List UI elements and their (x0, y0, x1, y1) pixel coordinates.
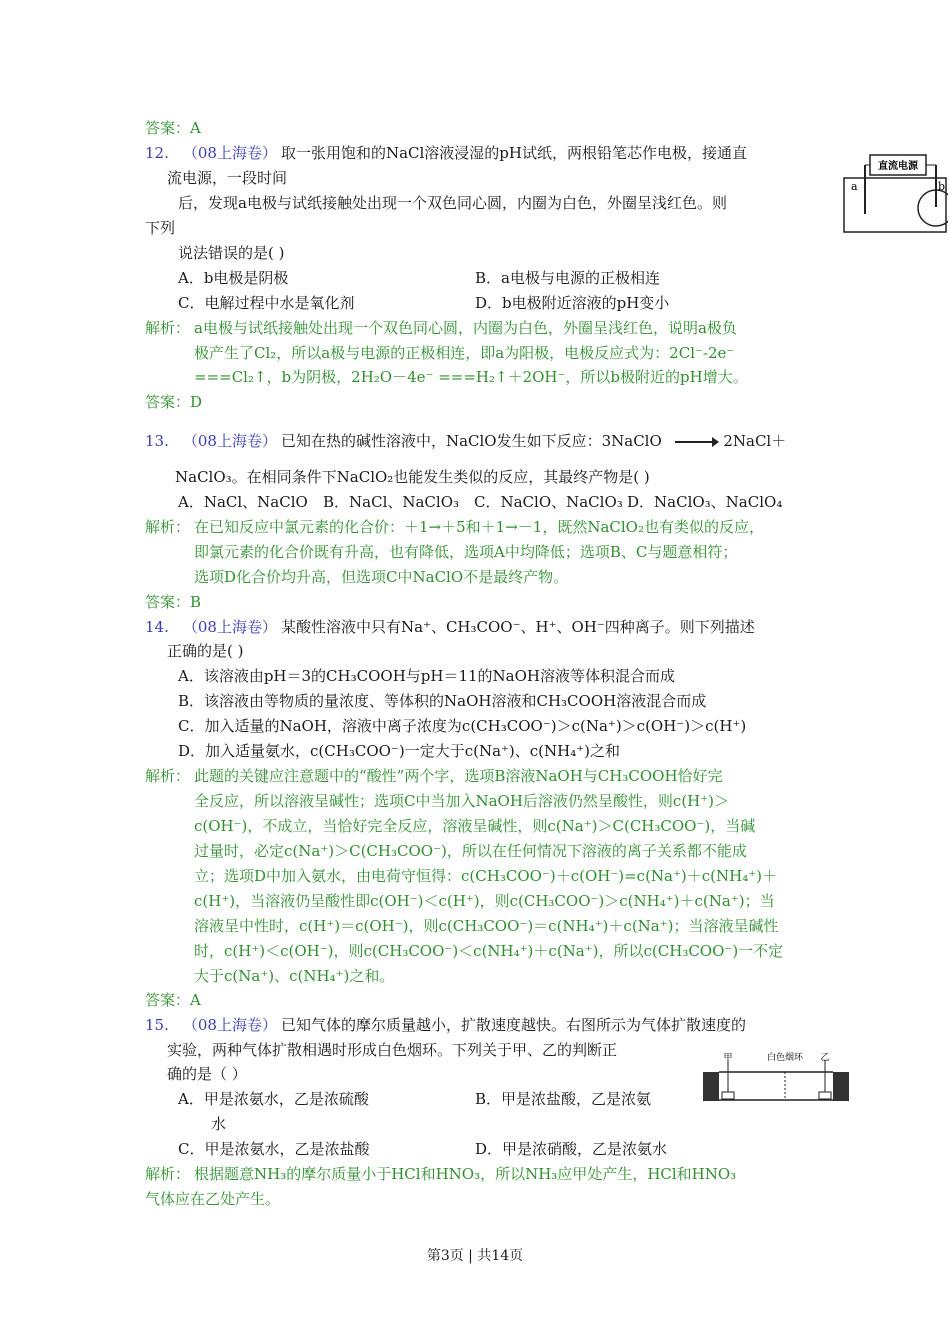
question-12-line (145, 143, 747, 163)
analysis-text: 在已知反应中氯元素的化合价：＋1→＋5和＋1→－1，既然NaClO₂也有类似的反应， (194, 518, 764, 536)
question-13-line (145, 431, 786, 451)
question-text: 确的是（ ） (167, 1065, 247, 1083)
answer-q14: 答案：A (145, 991, 201, 1009)
option-a: A．该溶液由pH＝3的CH₃COOH与pH＝11的NaOH溶液等体积混合而成 (178, 667, 676, 685)
diffusion-tube-figure (702, 1050, 850, 1105)
option-d: D．加入适量氨水，c(CH₃COO⁻)一定大于c(Na⁺)、c(NH₄⁺)之和 (178, 742, 621, 760)
question-source: （08上海卷） (182, 432, 277, 450)
analysis-text: c(H⁺)，当溶液仍呈酸性即c(OH⁻)＜c(H⁺)，则c(CH₃COO⁻)＞c(NH₄⁺)＋c(Na⁺)；当 (194, 892, 775, 910)
analysis-text: 全反应，所以溶液呈碱性；选项C中当加入NaOH后溶液仍然呈酸性，则c(H⁺)＞ (194, 792, 730, 810)
question-text: 实验，两种气体扩散相遇时形成白色烟环。下列关于甲、乙的判断正 (167, 1041, 618, 1059)
option-b: B．NaCl、NaClO₃ (323, 493, 460, 511)
analysis-label: 解析： (145, 767, 191, 785)
analysis-label: 解析： (145, 1165, 191, 1183)
question-text: 2NaCl＋ (723, 432, 787, 450)
analysis-text: 立；选项D中加入氨水，由电荷守恒得：c(CH₃COO⁻)＋c(OH⁻)=c(Na⁺)＋c(NH₄⁺)＋ (194, 867, 777, 885)
question-text: 某酸性溶液中只有Na⁺、CH₃COO⁻、H⁺、OH⁻四种离子。则下列描述 (280, 618, 755, 636)
question-text: 下列 (145, 219, 176, 237)
page-footer: 第3页 | 共14页 (426, 1248, 524, 1264)
option-d: D．甲是浓硝酸，乙是浓氨水 (475, 1140, 668, 1158)
option-c: C．甲是浓氨水，乙是浓盐酸 (178, 1140, 370, 1158)
option-a: A．甲是浓氨水，乙是浓硫酸 (178, 1090, 369, 1108)
label-white-smoke-ring: 白色烟环 (766, 1053, 804, 1063)
label-jia: 甲 (723, 1053, 733, 1063)
option-b-continued: 水 (211, 1115, 227, 1133)
option-c: C．加入适量的NaOH，溶液中离子浓度为c(CH₃COO⁻)＞c(Na⁺)＞c(OH⁻)＞c(H⁺) (178, 717, 747, 735)
question-number: 14. (145, 618, 169, 636)
option-d: D．NaClO₃、NaClO₄ (627, 493, 783, 511)
analysis-label: 解析： (145, 319, 191, 337)
analysis-text: a电极与试纸接触处出现一个双色同心圆，内圈为白色，外圈呈浅红色，说明a极负 (194, 319, 737, 337)
answer-q11: 答案：A (145, 119, 201, 137)
option-a: A．NaCl、NaClO (178, 493, 308, 511)
question-text: 正确的是( ) (167, 642, 244, 660)
option-d: D．b电极附近溶液的pH变小 (475, 294, 670, 312)
question-number: 15. (145, 1016, 169, 1034)
electrode-b-label: b (938, 180, 946, 193)
power-source-label: 直流电源 (878, 161, 918, 172)
question-15-line (145, 1015, 746, 1035)
analysis-text: 选项D化合价均升高，但选项C中NaClO不是最终产物。 (194, 568, 569, 586)
answer-q12: 答案：D (145, 393, 203, 411)
analysis-text: c(OH⁻)，不成立，当恰好完全反应，溶液呈碱性，则c(Na⁺)＞C(CH₃COO⁻)，当碱 (194, 817, 756, 835)
option-a: A．b电极是阴极 (178, 269, 289, 287)
question-number: 13. (145, 432, 169, 450)
question-source: （08上海卷） (182, 144, 277, 162)
question-text: 说法错误的是( ) (178, 244, 285, 262)
question-source: （08上海卷） (182, 1016, 277, 1034)
question-text: 已知气体的摩尔质量越小，扩散速度越快。右图所示为气体扩散速度的 (280, 1016, 746, 1034)
question-source: （08上海卷） (182, 618, 277, 636)
answer-q13: 答案：B (145, 593, 202, 611)
analysis-text: 极产生了Cl₂，所以a极与电源的正极相连，即a为阳极，电极反应式为：2Cl⁻-2e⁻ (194, 344, 735, 362)
label-yi: 乙 (820, 1053, 830, 1063)
analysis-text: 过量时，必定c(Na⁺)＞C(CH₃COO⁻)，所以在任何情况下溶液的离子关系都不能成 (194, 842, 747, 860)
question-number: 12. (145, 144, 169, 162)
question-text: 流电源，一段时间 (167, 169, 288, 187)
question-text: 取一张用饱和的NaCl溶液浸湿的pH试纸，两根铅笔芯作电极，接通直 (280, 144, 747, 162)
analysis-text: ===Cl₂↑，b为阴极，2H₂O－4e⁻ ===H₂↑＋2OH⁻，所以b极附近的pH增大。 (194, 368, 748, 386)
option-b: B．该溶液由等物质的量浓度、等体积的NaOH溶液和CH₃COOH溶液混合而成 (178, 692, 707, 710)
analysis-text: 溶液呈中性时，c(H⁺)＝c(OH⁻)，则c(CH₃COO⁻)＝c(NH₄⁺)＋c(Na⁺)；当溶液呈碱性 (194, 917, 779, 935)
question-text: NaClO₃。在相同条件下NaClO₂也能发生类似的反应，其最终产物是( ) (175, 468, 650, 486)
analysis-text: 根据题意NH₃的摩尔质量小于HCl和HNO₃，所以NH₃应甲处产生，HCl和HNO₃ (194, 1165, 737, 1183)
question-text: 后，发现a电极与试纸接触处出现一个双色同心圆，内圈为白色，外圈呈浅红色。则 (178, 194, 727, 212)
option-b: B．a电极与电源的正极相连 (475, 269, 660, 287)
question-14-line (145, 617, 755, 637)
electrolysis-figure (843, 152, 948, 234)
reaction-arrow-icon (675, 441, 717, 443)
analysis-label: 解析： (145, 518, 191, 536)
analysis-text: 气体应在乙处产生。 (145, 1190, 281, 1208)
analysis-text: 即氯元素的化合价既有升高，也有降低，选项A中均降低；选项B、C与题意相符； (194, 543, 738, 561)
analysis-text: 此题的关键应注意题中的“酸性”两个字，选项B溶液NaOH与CH₃COOH恰好完 (194, 767, 723, 785)
electrode-a-label: a (851, 180, 858, 193)
option-c: C．NaClO、NaClO₃ (474, 493, 623, 511)
analysis-text: 大于c(Na⁺)、c(NH₄⁺)之和。 (194, 967, 395, 985)
option-c: C．电解过程中水是氧化剂 (178, 294, 355, 312)
question-text: 已知在热的碱性溶液中，NaClO发生如下反应：3NaClO (280, 432, 662, 450)
option-b: B．甲是浓盐酸，乙是浓氨 (475, 1090, 652, 1108)
analysis-text: 时，c(H⁺)＜c(OH⁻)，则c(CH₃COO⁻)＜c(NH₄⁺)＋c(Na⁺)，所以c(CH₃COO⁻)一不定 (194, 942, 784, 960)
